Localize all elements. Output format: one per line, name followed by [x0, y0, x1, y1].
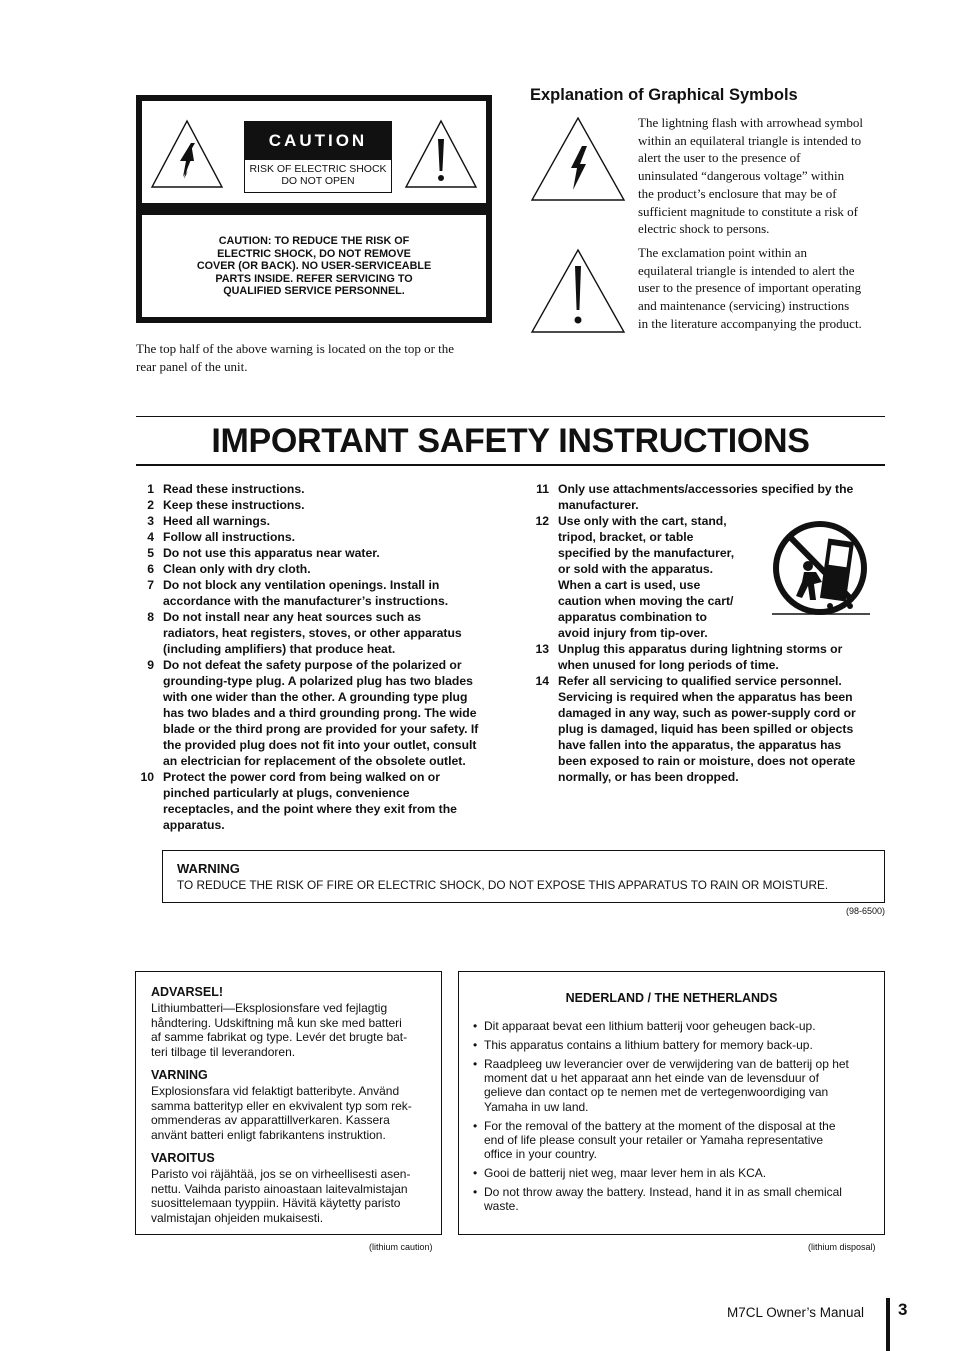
warning-code: (98-6500) [845, 906, 885, 916]
netherlands-line: This apparatus contains a lithium battery for memory back-up. [484, 1038, 813, 1052]
instruction-text [163, 769, 457, 833]
netherlands-code: (lithium disposal) [808, 1242, 876, 1252]
warning-text: TO REDUCE THE RISK OF FIRE OR ELECTRIC SHOCK, DO NOT EXPOSE THIS APPARATUS TO RAIN OR MOISTURE. [177, 878, 829, 892]
instruction-number: 12 [535, 514, 549, 528]
netherlands-line: gelieve dan contact op te nemen met de vertegenwoordiging van [484, 1085, 829, 1100]
instruction-number: 10 [140, 770, 154, 784]
bullet-icon: • [473, 1166, 478, 1180]
instruction-line: apparatus combination to [558, 610, 707, 624]
netherlands-line: office in your country. [484, 1147, 597, 1161]
instruction-line: Servicing is required when the apparatus has been [558, 690, 853, 704]
netherlands-line: Do not throw away the battery. Instead, hand it in as small chemical [484, 1185, 842, 1199]
instruction-text [163, 657, 478, 769]
instruction-text [163, 529, 295, 545]
caution-badge-title: CAUTION [245, 122, 391, 160]
instruction-line: when unused for long periods of time. [558, 658, 779, 672]
netherlands-line: Gooi de batterij niet weg, maar lever hem in als KCA. [484, 1166, 767, 1180]
lightning-triangle-icon [530, 116, 626, 202]
warning-title: WARNING [177, 861, 240, 876]
instruction-text [163, 481, 305, 497]
footer-bar [886, 1298, 890, 1351]
caution-label-top [142, 101, 486, 203]
instruction-line: receptacles, and the point where they exit from the [163, 802, 457, 816]
instruction-text [163, 497, 305, 513]
instruction-number: 9 [147, 658, 154, 672]
instruction-number: 4 [147, 530, 154, 544]
instruction-line: have fallen into the apparatus, the apparatus has [558, 738, 842, 752]
caution-badge [244, 121, 392, 193]
page-number: 3 [898, 1300, 908, 1319]
instruction-line: tripod, bracket, or table [558, 530, 694, 544]
instruction-line: Only use attachments/accessories specified by the [558, 482, 854, 496]
instruction-line: damaged in any way, such as power-supply cord or [558, 706, 856, 720]
instruction-line: Use only with the cart, stand, [558, 514, 727, 528]
exclamation-triangle-icon [404, 119, 478, 189]
netherlands-line: Dit apparaat bevat een lithium batterij voor geheugen back-up. [484, 1019, 816, 1033]
warning-box [162, 850, 885, 903]
title-rule-bottom [136, 464, 885, 466]
caution-badge-subtitle: RISK OF ELECTRIC SHOCK DO NOT OPEN [249, 163, 387, 187]
exclamation-triangle-icon [530, 248, 626, 334]
instruction-number: 7 [147, 578, 154, 592]
netherlands-title: NEDERLAND / THE NETHERLANDS [565, 991, 778, 1005]
instruction-line: with one wider than the other. A grounding type plug [163, 690, 468, 704]
instruction-line: manufacturer. [558, 498, 639, 512]
instruction-line: Heed all warnings. [163, 514, 271, 528]
netherlands-line: For the removal of the battery at the moment of the disposal at the [484, 1118, 836, 1133]
instruction-number: 13 [535, 642, 549, 656]
instruction-line: Unplug this apparatus during lightning storms or [558, 642, 843, 656]
instruction-line: Protect the power cord from being walked on or [163, 770, 440, 784]
instruction-line: Refer all servicing to qualified service personnel. [558, 674, 842, 688]
lightning-symbol-description: The lightning flash with arrowhead symbol within an equilateral triangle is intended to alert the user to the presence of uninsulated “dangerous voltage” within the product’s enclosure that may be of sufficient magnitude to constitute a risk of electric shock to persons. [638, 115, 863, 237]
instruction-line: Do not block any ventilation openings. Install in [163, 578, 440, 592]
instruction-line: caution when moving the cart/ [558, 594, 734, 608]
instruction-number: 6 [147, 562, 154, 576]
instruction-text [163, 545, 380, 561]
lithium-text-swedish: Explosionsfara vid felaktigt batteribyte. Använd samma batterityp eller en ekvivalent typ som rek- ommenderas av apparattillverkaren. Kassera använt batteri enligt fabrikantens instruktion. [151, 1084, 412, 1142]
instruction-line: radiators, heat registers, stoves, or other apparatus [163, 626, 462, 640]
netherlands-line: Yamaha in uw land. [484, 1099, 589, 1114]
instruction-line: the provided plug does not fit into your outlet, consult [163, 738, 477, 752]
lithium-heading-finnish: VAROITUS [151, 1151, 215, 1165]
instruction-line: avoid injury from tip-over. [558, 626, 708, 640]
instruction-line: specified by the manufacturer, [558, 546, 735, 560]
instruction-text [163, 561, 311, 577]
instruction-line: plug is damaged, liquid has been spilled or objects [558, 722, 854, 736]
instruction-line: an electrician for replacement of the obsolete outlet. [163, 754, 466, 768]
instruction-line: Read these instructions. [163, 482, 305, 496]
lithium-text-finnish: Paristo voi räjähtää, jos se on virheellisesti asen- nettu. Vaihda paristo ainoastaan laitevalmistajan suosittelemaan tyyppiin. Hävitä käytetty paristo valmistajan ohjeiden mukaisesti. [151, 1167, 411, 1225]
instruction-line: has two blades and a third grounding prong. The wide [163, 706, 477, 720]
bullet-icon: • [473, 1185, 478, 1199]
manual-title: M7CL Owner’s Manual [727, 1305, 865, 1320]
instruction-line: (including amplifiers) that produce heat. [163, 642, 396, 656]
instruction-number: 5 [147, 546, 154, 560]
lithium-caution-box [135, 971, 442, 1235]
instruction-text [558, 481, 853, 513]
instruction-line: Do not use this apparatus near water. [163, 546, 380, 560]
lightning-triangle-icon [150, 119, 224, 189]
instruction-number: 2 [147, 498, 154, 512]
netherlands-line: moment dat u het apparaat ann het einde van de levensduur of [484, 1071, 819, 1086]
bullet-icon: • [473, 1057, 478, 1071]
netherlands-line: waste. [484, 1199, 519, 1214]
bullet-icon: • [473, 1038, 478, 1052]
instruction-line: Do not install near any heat sources such as [163, 610, 422, 624]
caution-label-bottom [142, 215, 486, 317]
instruction-number: 14 [535, 674, 549, 688]
instruction-line: Do not defeat the safety purpose of the polarized or [163, 658, 462, 672]
instruction-number: 11 [536, 482, 549, 496]
instruction-text [558, 641, 842, 673]
instruction-text [558, 513, 734, 641]
bullet-icon: • [473, 1019, 478, 1033]
instruction-line: Clean only with dry cloth. [163, 562, 311, 576]
netherlands-disposal-box [458, 971, 885, 1235]
instruction-text [163, 577, 448, 609]
instruction-line: apparatus. [163, 818, 225, 832]
caution-location-note: The top half of the above warning is located on the top or the rear panel of the unit. [136, 341, 455, 374]
instruction-line: grounding-type plug. A polarized plug has two blades [163, 674, 473, 688]
symbols-heading: Explanation of Graphical Symbols [530, 86, 798, 104]
instruction-text [163, 609, 462, 657]
instruction-line: been exposed to rain or moisture, does not operate [558, 754, 856, 768]
instruction-number: 1 [147, 482, 154, 496]
instruction-number: 3 [147, 514, 154, 528]
lithium-text-danish: Lithiumbatteri—Eksplosionsfare ved fejlagtig håndtering. Udskiftning må kun ske med batteri af samme fabrikat og type. Levér det brugte bat- teri tilbage til leverandoren. [151, 1001, 408, 1059]
bullet-icon: • [473, 1118, 478, 1133]
instruction-line: normally, or has been dropped. [558, 770, 739, 784]
netherlands-line: end of life please consult your retailer or Yamaha representative [484, 1132, 824, 1147]
lithium-caution-code: (lithium caution) [369, 1242, 433, 1252]
lithium-heading-swedish: VARNING [151, 1068, 208, 1082]
page-title: IMPORTANT SAFETY INSTRUCTIONS [211, 422, 810, 460]
instruction-number: 8 [147, 610, 154, 624]
instruction-line: pinched particularly at plugs, convenience [163, 786, 410, 800]
instruction-line: When a cart is used, use [558, 578, 701, 592]
instruction-line: Follow all instructions. [163, 530, 296, 544]
title-rule-top [136, 416, 885, 417]
netherlands-line: Raadpleeg uw leverancier over de verwijdering van de batterij op het [484, 1057, 849, 1071]
instruction-line: or sold with the apparatus. [558, 562, 714, 576]
instruction-line: accordance with the manufacturer’s instructions. [163, 594, 449, 608]
instruction-line: blade or the third prong are provided for your safety. If [163, 722, 479, 736]
caution-instructions: CAUTION: TO REDUCE THE RISK OF ELECTRIC SHOCK, DO NOT REMOVE COVER (OR BACK). NO USER-SERVICEABLE PARTS INSIDE. REFER SERVICING TO QUALIFIED SERVICE PERSONNEL. [196, 235, 432, 298]
caution-label-box [136, 95, 492, 323]
instruction-text [163, 513, 270, 529]
instruction-line: Keep these instructions. [163, 498, 305, 512]
exclamation-symbol-description: The exclamation point within an equilateral triangle is intended to alert the user to the presence of important operating and maintenance (servicing) instructions in the literature accompanying the product. [638, 245, 862, 331]
instruction-text [558, 673, 856, 785]
cart-tipover-icon [770, 520, 872, 623]
lithium-heading-danish: ADVARSEL! [151, 985, 223, 999]
